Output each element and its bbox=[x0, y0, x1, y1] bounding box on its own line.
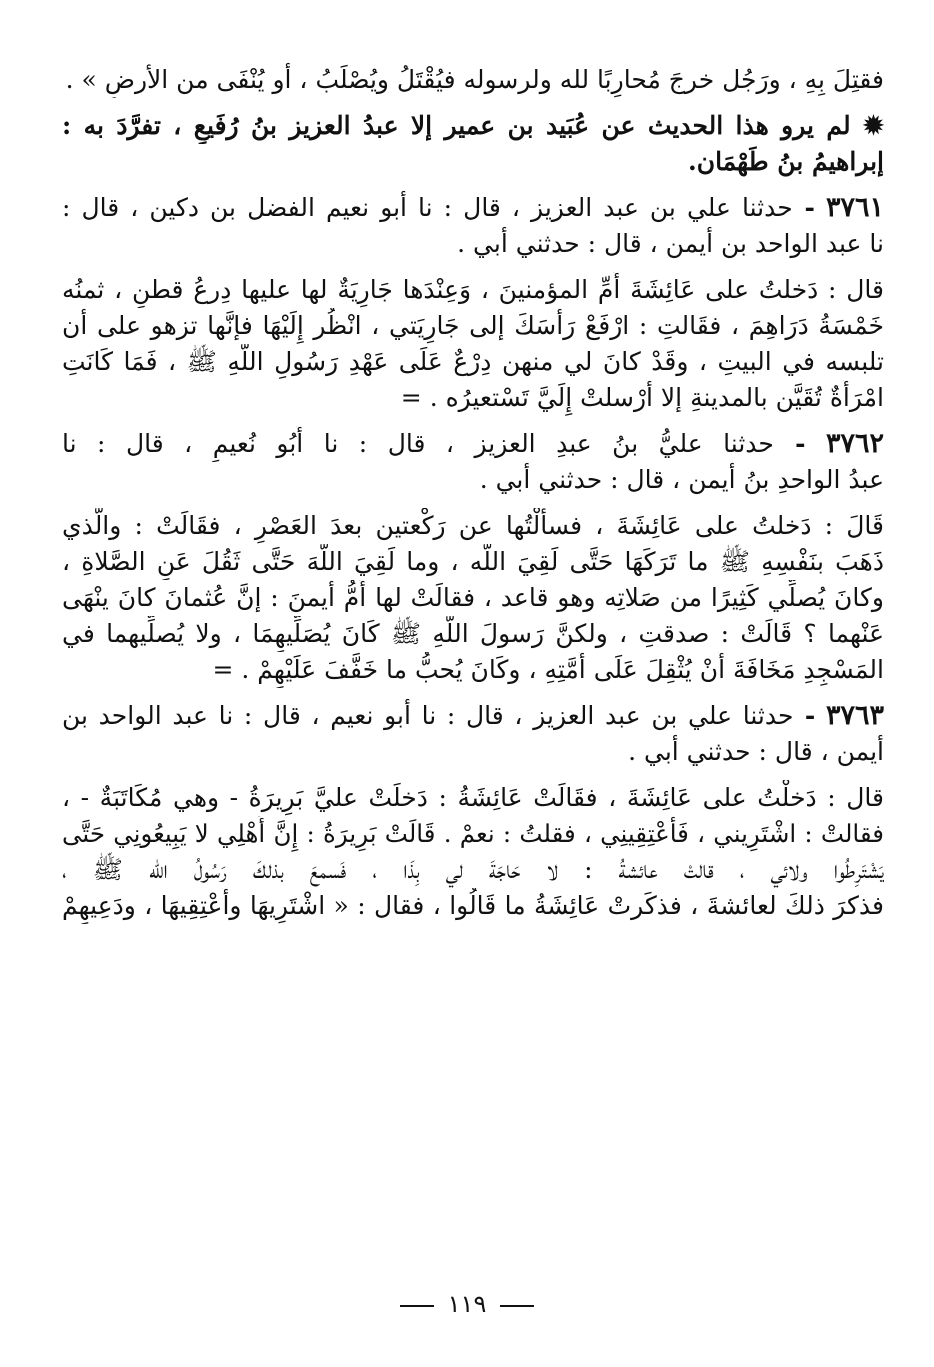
text-line: إبراهيمُ بنُ طَهْمَان. bbox=[688, 147, 884, 176]
page-number-footer bbox=[0, 1290, 934, 1318]
text-line: ذَهَبَ بنَفْسِهِ ﷺ ما تَرَكَهَا حَتَّى لَقِيَ اللَّه ، وما لَقِيَ اللَّهَ حَتَّى ثَقُلَ عَنِ الصَّلاةِ ، bbox=[62, 547, 884, 576]
text-line: فقالتْ : اشْتَرِيني ، فَأَعْتِقِينِي ، فقلتُ : نعمْ . قَالَتْ بَرِيرَةُ : إِنَّ أَهْلِي لا يَبِيعُونِي حَتَّى bbox=[62, 819, 884, 848]
text-line: ٣٧٦١ - حدثنا علي بن عبد العزيز ، قال : نا أبو نعيم الفضل بن دكين ، قال : bbox=[62, 192, 884, 223]
hadith-isnad bbox=[62, 698, 884, 770]
text-line: عبدُ الواحدِ بنُ أيمن ، قال : حدثني أبي . bbox=[479, 465, 884, 494]
text-line: قال : دَخلتُ على عَائِشَةَ أُمِّ المؤمنينَ ، وَعِنْدَها جَارِيَةٌ لها عليها دِرعُ قطنٍ ، ثمنُه bbox=[62, 275, 884, 304]
hadith-number: ٣٧٦٢ bbox=[825, 428, 884, 459]
footer-dash bbox=[500, 1305, 534, 1307]
text-line: امْرَأَةٌ تُقَيَّن بالمدينةِ إلا أَرْسلتْ إِلَيَّ تَسْتعيرُه . = bbox=[400, 383, 884, 412]
hadith-number: ٣٧٦١ bbox=[825, 192, 884, 223]
text-line: تلبسه في البيتِ ، وقَدْ كانَ لي منهن دِرْعٌ عَلَى عَهْدِ رَسُولِ اللَّهِ ﷺ ، فَمَا كَانَتِ bbox=[62, 347, 884, 376]
hadith-matn bbox=[62, 272, 884, 416]
text-line: فقتِلَ بِهِ ، ورَجُل خرجَ مُحارِبًا لله ولرسوله فيُقْتَلُ ويُصْلَبُ ، أو يُنْفَى من الأرضِ » . bbox=[65, 65, 884, 94]
text-line: عَنْهما ؟ قَالَتْ : صدقتِ ، ولكنَّ رَسولَ اللَّهِ ﷺ كَانَ يُصَلِّيهِمَا ، ولا يُصلِّيهما في bbox=[62, 619, 884, 648]
hadith-isnad bbox=[62, 426, 884, 498]
text-line: قَالَ : دَخلتُ على عَائِشَةَ ، فسألْتُها عن رَكْعتين بعدَ العَصْرِ ، فقَالَتْ : والَّذي bbox=[62, 511, 884, 540]
isnad-text: حدثنا عليُّ بنُ عبدِ العزيز ، قال : نا أَبُو نُعيمٍ ، قال : نا bbox=[62, 429, 774, 458]
text-line: نا عبد الواحد بن أيمن ، قال : حدثني أبي . bbox=[457, 229, 884, 258]
page-number: ١١٩ bbox=[447, 1290, 487, 1318]
text-line: فذكرَ ذلكَ لعائشةَ ، فذكَرتْ عَائِشَةُ ما قَالُوا ، فقال : « اشْتَرِيهَا وأَعْتِقِيهَا ، ودَعِيهِمْ bbox=[62, 891, 884, 920]
text-line: أيمن ، قال : حدثني أبي . bbox=[628, 737, 884, 766]
text-line: ٣٧٦٣ - حدثنا علي بن عبد العزيز ، قال : نا أبو نعيم ، قال : نا عبد الواحد بن bbox=[62, 700, 884, 731]
text-line: ٣٧٦٢ - حدثنا عليُّ بنُ عبدِ العزيز ، قال : نا أَبُو نُعيمٍ ، قال : نا bbox=[62, 428, 884, 459]
text-line: وكانَ يُصلِّي كَثِيرًا من صَلاتِه وهو قاعد ، فقالَتْ لها أُمُّ أيمنَ : إنَّ عُثمانَ كانَ ينْهَى bbox=[62, 583, 884, 612]
text-line: قال : دَخلْتُ على عَائِشَةَ ، فقَالَتْ عَائِشَةُ : دَخلَتْ عليَّ بَرِيرَةُ - وهي مُكَاتَبَةٌ - ، bbox=[62, 783, 884, 812]
isnad-text: حدثنا علي بن عبد العزيز ، قال : نا أبو نعيم ، قال : نا عبد الواحد بن bbox=[62, 701, 794, 730]
isnad-text: حدثنا علي بن عبد العزيز ، قال : نا أبو نعيم الفضل بن دكين ، قال : bbox=[62, 193, 793, 222]
text-line: خَمْسَةُ دَرَاهِمَ ، فقَالتِ : ارْفَعْ رَأْسَكَ إلى جَارِيَتي ، انْظُر إِلَيْهَا فإنَّها تزهو على أن bbox=[62, 311, 884, 340]
paragraph-continuation bbox=[62, 62, 884, 98]
hadith-matn bbox=[62, 508, 884, 688]
hadith-isnad bbox=[62, 190, 884, 262]
text-line: المَسْجِدِ مَخَافَةَ أَنْ يُثْقِلَ عَلَى أُمَّتِهِ ، وكَانَ يُحبُّ ما خَفَّفَ عَلَيْهِمْ . = bbox=[212, 655, 884, 684]
footer-dash bbox=[400, 1305, 434, 1307]
editor-note bbox=[62, 108, 884, 180]
text-line: ✹ لم يرو هذا الحديث عن عُبَيد بن عمير إلا عبدُ العزيز بنُ رُفَيعٍ ، تفرَّدَ به : bbox=[62, 111, 884, 140]
hadith-number: ٣٧٦٣ bbox=[825, 700, 884, 731]
text-line: يَشْتَرِطُوا ولائي ، قالتْ عائشةُ : لا حَاجَةَ لي بِذَا ، فَسمعَ بذلكَ رَسُولُ الله ﷺ ، bbox=[62, 855, 884, 884]
document-page bbox=[62, 62, 884, 924]
hadith-matn bbox=[62, 780, 884, 924]
